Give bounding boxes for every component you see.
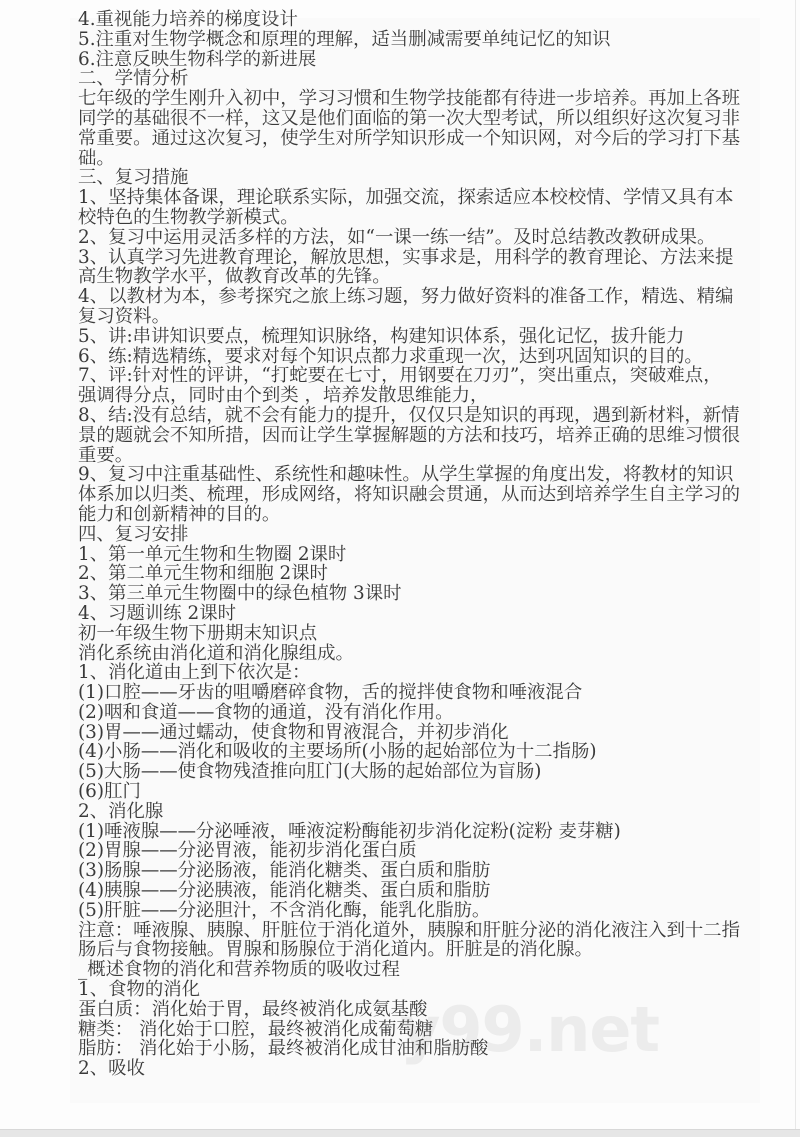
- text-line: 3、第三单元生物圈中的绿色植物 3课时: [78, 583, 402, 605]
- text-line: 复习资料。: [78, 305, 170, 327]
- text-line: 1、第一单元生物和生物圈 2课时: [78, 543, 347, 565]
- text-line: 6、练:精选精练，要求对每个知识点都力求重现一次，达到巩固知识的目的。: [78, 345, 703, 367]
- text-line: 体系加以归类、梳理，形成网络，将知识融会贯通，从而达到培养学生自主学习的: [78, 484, 741, 506]
- text-line: 三、复习措施: [78, 167, 189, 189]
- text-line: 4、以教材为本，参考探究之旅上练习题，努力做好资料的准备工作，精选、精编: [78, 286, 734, 308]
- text-line: 同学的基础很不一样，这又是他们面临的第一次大型考试，所以组织好这次复习非: [78, 107, 741, 129]
- text-line: 脂肪： 消化始于小肠，最终被消化成甘油和脂肪酸: [78, 1038, 489, 1060]
- text-line: 4、习题训练 2课时: [78, 602, 236, 624]
- text-line: 2、消化腺: [78, 800, 164, 822]
- text-line: 蛋白质：消化始于胃，最终被消化成氨基酸: [78, 998, 428, 1020]
- text-line: 七年级的学生刚升入初中，学习习惯和生物学技能都有待进一步培养。再加上各班: [78, 88, 741, 110]
- text-line: 重要。: [78, 444, 134, 466]
- text-line: 2、复习中运用灵活多样的方法，如“一课一练一结”。及时总结教改教研成果。: [78, 226, 716, 248]
- text-line: (5)肝脏——分泌胆汁，不含消化酶，能乳化脂肪。: [78, 899, 491, 921]
- text-line: _概述食物的消化和营养物质的吸收过程: [78, 959, 400, 981]
- text-line: 糖类： 消化始于口腔，最终被消化成葡萄糖: [78, 1018, 434, 1040]
- text-line: (3)胃——通过蠕动，使食物和胃液混合，并初步消化: [78, 721, 509, 743]
- bottom-bar: [0, 1129, 800, 1137]
- text-line: 6.注意反映生物科学的新进展: [78, 48, 317, 70]
- text-line: (5)大肠——使食物残渣推向肛门(大肠的起始部位为盲肠): [78, 761, 542, 783]
- text-line: (2)胃腺——分泌胃液，能初步消化蛋白质: [78, 840, 417, 862]
- text-line: (1)口腔——牙齿的咀嚼磨碎食物，舌的搅拌使食物和唾液混合: [78, 682, 583, 704]
- text-line: 强调得分点，同时由个到类 ，培养发散思维能力，: [78, 385, 489, 407]
- text-line: 1、消化道由上到下依次是：: [78, 662, 311, 684]
- text-line: 景的题就会不知所措，因而让学生掌握解题的方法和技巧，培养正确的思维习惯很: [78, 424, 741, 446]
- text-line: 消化系统由消化道和消化腺组成。: [78, 642, 354, 664]
- text-line: 8、结:没有总结，就不会有能力的提升，仅仅只是知识的再现，遇到新材料，新情: [78, 404, 740, 426]
- text-line: 9、复习中注重基础性、系统性和趣味性。从学生掌握的角度出发，将教材的知识: [78, 464, 734, 486]
- page-edge: [795, 0, 796, 1129]
- text-line: 2、吸收: [78, 1058, 145, 1080]
- text-line: (3)肠腺——分泌肠液，能消化糖类、蛋白质和脂肪: [78, 860, 491, 882]
- text-line: 3、认真学习先进教育理论，解放思想，实事求是，用科学的教育理论、方法来提: [78, 246, 734, 268]
- text-line: 常重要。通过这次复习，使学生对所学知识形成一个知识网，对今后的学习打下基: [78, 127, 741, 149]
- text-line: 1、食物的消化: [78, 979, 201, 1001]
- text-line: 肠后与食物接触。胃腺和肠腺位于消化道内。肝脏是的消化腺。: [78, 939, 593, 961]
- text-line: (4)胰腺——分泌胰液，能消化糖类、蛋白质和脂肪: [78, 880, 491, 902]
- text-line: 二、学情分析: [78, 68, 189, 90]
- text-line: 校特色的生物教学新模式。: [78, 206, 299, 228]
- text-line: 2、第二单元生物和细胞 2课时: [78, 563, 328, 585]
- text-line: 5、讲:串讲知识要点，梳理知识脉络，构建知识体系，强化记忆，拔升能力: [78, 325, 685, 347]
- text-line: 础。: [78, 147, 115, 169]
- text-line: 4.重视能力培养的梯度设计: [78, 9, 298, 30]
- text-line: (6)肛门: [78, 781, 141, 803]
- text-line: 5.注重对生物学概念和原理的理解，适当删减需要单纯记忆的知识: [78, 28, 611, 50]
- watermark: y99.net: [400, 993, 660, 1066]
- text-line: 四、复习安排: [78, 523, 189, 545]
- text-line: (1)唾液腺——分泌唾液，唾液淀粉酶能初步消化淀粉(淀粉 麦芽糖): [78, 820, 621, 842]
- text-line: 1、坚持集体备课，理论联系实际，加强交流，探索适应本校校情、学情又具有本: [78, 187, 734, 209]
- document-text: [78, 10, 778, 1079]
- text-line: 高生物教学水平，做教育改革的先锋。: [78, 266, 391, 288]
- text-line: 初一年级生物下册期末知识点: [78, 622, 318, 644]
- text-line: (4)小肠——消化和吸收的主要场所(小肠的起始部位为十二指肠): [78, 741, 597, 763]
- text-line: 7、评:针对性的评讲，“打蛇要在七寸，用钢要在刀刃”，突出重点，突破难点，: [78, 365, 722, 387]
- text-line: 能力和创新精神的目的。: [78, 503, 281, 525]
- text-line: (2)咽和食道——食物的通道，没有消化作用。: [78, 701, 454, 723]
- text-line: 注意：唾液腺、胰腺、肝脏位于消化道外，胰腺和肝脏分泌的消化液注入到十二指: [78, 919, 741, 941]
